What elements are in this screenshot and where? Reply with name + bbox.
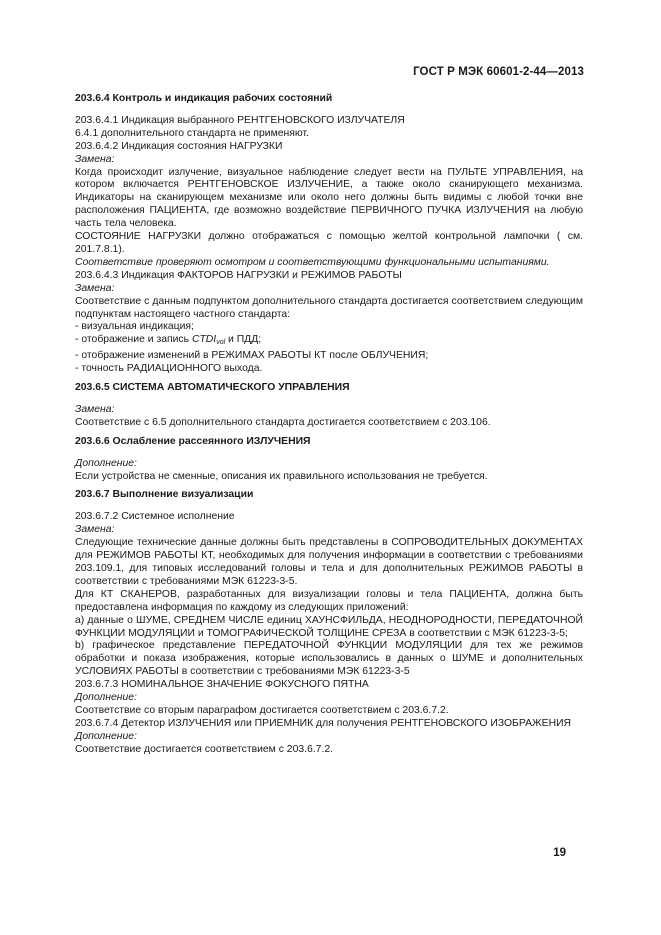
page-number: 19 (553, 847, 566, 859)
paragraph: Замена: (75, 403, 115, 415)
section-heading: 203.6.6 Ослабление рассеянного ИЗЛУЧЕНИЯ (75, 435, 311, 447)
paragraph: Дополнение: (75, 692, 137, 704)
paragraph: а) данные о ШУМЕ, СРЕДНЕМ ЧИСЛЕ единиц ХАУНСФИЛЬДА, НЕОДНОРОДНОСТИ, ПЕРЕДАТОЧНОЙ ФУНКЦИИ МОДУЛЯЦИИ и ТОМОГРАФИЧЕСКОЙ ТОЛЩИНЕ СРЕЗА в соответствии с МЭК 61223-3-5; (75, 614, 583, 639)
paragraph: Следующие технические данные должны быть представлены в СОПРОВОДИТЕЛЬНЫХ ДОКУМЕНТАХ для РЕЖИМОВ РАБОТЫ КТ, необходимых для получения информации в соответствии с требованиями 203.109.1, для типовых исследований головы и тела и для дополнительных РЕЖИМОВ РАБОТЫ в соответствии с требованиями МЭК 61223-3-5. (75, 537, 583, 587)
list-text: - отображение и запись (75, 334, 192, 346)
paragraph: Замена: (75, 524, 115, 536)
document-id: ГОСТ Р МЭК 60601-2-44—2013 (413, 66, 584, 78)
paragraph: 6.4.1 дополнительного стандарта не применяют. (75, 127, 309, 139)
paragraph: Соответствие с данным подпунктом дополнительного стандарта достигается соответствием следующим подпунктам настоящего частного стандарта: (75, 295, 583, 320)
paragraph: Соответствие достигается соответствием с 203.6.7.2. (75, 743, 334, 755)
section-heading: 203.6.7 Выполнение визуализации (75, 489, 254, 501)
paragraph: 203.6.7.4 Детектор ИЗЛУЧЕНИЯ или ПРИЕМНИК для получения РЕНТГЕНОВСКОГО ИЗОБРАЖЕНИЯ (75, 717, 572, 729)
ctdi-term: CTDI (191, 334, 217, 346)
paragraph: 203.6.4.1 Индикация выбранного РЕНТГЕНОВСКОГО ИЗЛУЧАТЕЛЯ (75, 114, 405, 126)
section-heading: 203.6.5 СИСТЕМА АВТОМАТИЧЕСКОГО УПРАВЛЕНИЯ (75, 382, 350, 394)
paragraph: Соответствие со вторым параграфом достигается соответствием с 203.6.7.2. (75, 704, 449, 716)
paragraph: Дополнение: (75, 457, 137, 469)
list-item: - точность РАДИАЦИОННОГО выхода. (75, 363, 263, 375)
paragraph: Дополнение: (75, 730, 137, 742)
paragraph: 203.6.4.2 Индикация состояния НАГРУЗКИ (75, 140, 283, 152)
paragraph: Соответствие проверяют осмотром и соответствующими функциональными испытаниями. (75, 256, 550, 268)
list-text: и ПДД; (225, 334, 262, 346)
paragraph: Для КТ СКАНЕРОВ, разработанных для визуализации головы и тела ПАЦИЕНТА, должна быть предоставлена информация по каждому из следующих приложений: (75, 588, 583, 613)
paragraph: Когда происходит излучение, визуальное наблюдение следует вести на ПУЛЬТЕ УПРАВЛЕНИЯ, на котором включается РЕНТГЕНОВСКОЕ ИЗЛУЧЕНИЕ, а также около сканирующего механизма. Индикаторы на сканирующем механизме или около него должны быть видимы с любой точки вне расположения ПАЦИЕНТА, где возможно воздействие ПЕРВИЧНОГО ПУЧКА ИЗЛУЧЕНИЯ на любую часть тела человека. (75, 166, 583, 230)
paragraph: Если устройства не сменные, описания их правильного использования не требуется. (75, 470, 488, 482)
paragraph: Соответствие с 6.5 дополнительного стандарта достигается соответствием с 203.106. (75, 416, 491, 428)
page-content (75, 93, 583, 757)
list-item (75, 334, 583, 350)
paragraph: 203.6.7.2 Системное исполнение (75, 511, 235, 523)
paragraph: СОСТОЯНИЕ НАГРУЗКИ должно отображаться с помощью желтой контрольной лампочки ( см. 201.7.8.1). (75, 231, 583, 255)
list-item: - визуальная индикация; (75, 321, 194, 333)
paragraph: 203.6.4.3 Индикация ФАКТОРОВ НАГРУЗКИ и РЕЖИМОВ РАБОТЫ (75, 269, 402, 281)
list-item: - отображение изменений в РЕЖИМАХ РАБОТЫ КТ после ОБЛУЧЕНИЯ; (75, 350, 429, 362)
paragraph: b) графическое представление ПЕРЕДАТОЧНОЙ ФУНКЦИИ МОДУЛЯЦИИ для тех же режимов обработки и показа изображения, которые использовались в данных о ШУМЕ и дополнительных УСЛОВИЯХ РАБОТЫ в соответствии с требованиями МЭК 61223-3-5 (75, 640, 583, 678)
ctdi-subscript: vol (216, 339, 226, 347)
paragraph: Замена: (75, 153, 115, 165)
section-heading: 203.6.4 Контроль и индикация рабочих состояний (75, 93, 333, 104)
paragraph: 203.6.7.3 НОМИНАЛЬНОЕ ЗНАЧЕНИЕ ФОКУСНОГО ПЯТНА (75, 679, 369, 691)
paragraph: Замена: (75, 282, 115, 294)
